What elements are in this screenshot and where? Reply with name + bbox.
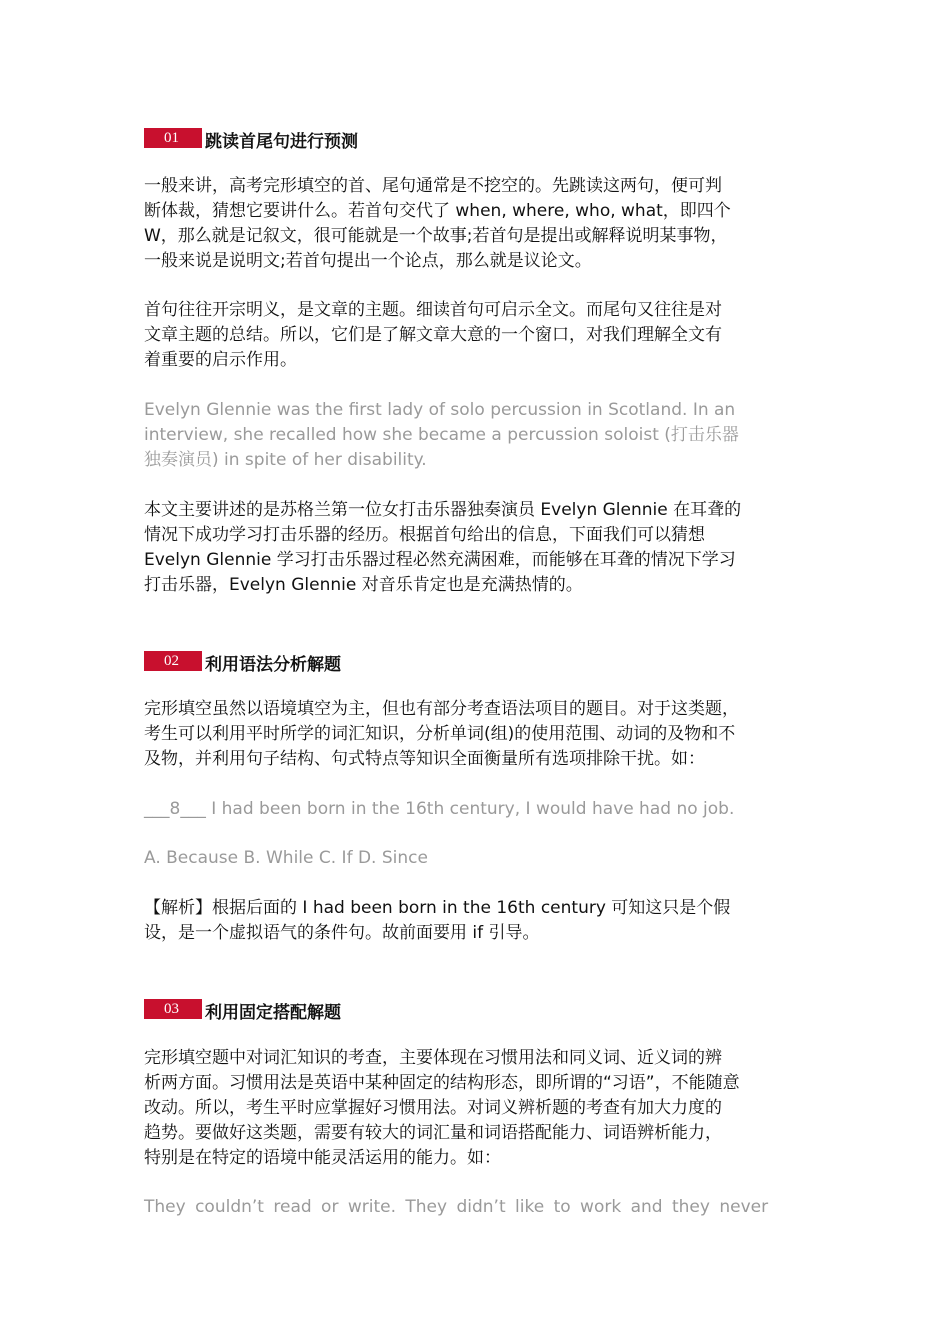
text-line: 首句往往开宗明义，是文章的主题。细读首句可启示全文。而尾句又往往是对 [144, 300, 722, 320]
text-line: 完形填空虽然以语境填空为主，但也有部分考查语法项目的题目。对于这类题， [144, 699, 739, 719]
text-line: A. Because B. While C. If D. Since [144, 848, 428, 868]
section-number: 03 [164, 1001, 179, 1017]
text-line: 特别是在特定的语境中能灵活运用的能力。如： [144, 1148, 501, 1168]
text-line: Evelyn Glennie was the first lady of solo percussion in Scotland. In an [144, 400, 736, 420]
example-question [144, 797, 808, 822]
text-line: 打击乐器，Evelyn Glennie 对音乐肯定也是充满热情的。 [144, 575, 583, 595]
section-heading-01 [144, 126, 808, 150]
text-line: They couldn’t read or write. They didn’t like to work and they never [144, 1197, 769, 1217]
section-number: 02 [164, 653, 179, 669]
analysis-paragraph [144, 896, 808, 946]
paragraph [144, 298, 808, 373]
text-line: 文章主题的总结。所以，它们是了解文章大意的一个窗口，对我们理解全文有 [144, 325, 722, 345]
text-line: 改动。所以，考生平时应掌握好习惯用法。对词义辨析题的考查有加大力度的 [144, 1098, 722, 1118]
example-paragraph [144, 398, 808, 473]
text-line: 析两方面。习惯用法是英语中某种固定的结构形态，即所谓的“习语”，不能随意 [144, 1073, 740, 1093]
section-number-badge [144, 128, 202, 148]
paragraph [144, 1046, 808, 1171]
example-paragraph [144, 1195, 808, 1220]
section-heading-03 [144, 997, 808, 1021]
text-line: 独奏演员) in spite of her disability. [144, 450, 427, 470]
text-line: 考生可以利用平时所学的词汇知识，分析单词(组)的使用范围、动词的及物和不 [144, 724, 736, 744]
example-options [144, 846, 808, 871]
text-line: 一般来讲，高考完形填空的首、尾句通常是不挖空的。先跳读这两句，便可判 [144, 176, 722, 196]
section-title: 利用语法分析解题 [205, 655, 341, 675]
text-line: W，那么就是记叙文，很可能就是一个故事;若首句是提出或解释说明某事物， [144, 226, 728, 246]
section-heading-02 [144, 649, 808, 673]
text-line: 着重要的启示作用。 [144, 350, 297, 370]
text-line: 趋势。要做好这类题，需要有较大的词汇量和词语搭配能力、词语辨析能力， [144, 1123, 722, 1143]
text-line: interview, she recalled how she became a percussion soloist (打击乐器 [144, 425, 739, 445]
text-line: 完形填空题中对词汇知识的考查，主要体现在习惯用法和同义词、近义词的辨 [144, 1048, 722, 1068]
text-line: ___8___ I had been born in the 16th century, I would have had no job. [144, 799, 735, 819]
section-number: 01 [164, 130, 179, 146]
section-number-badge [144, 999, 202, 1019]
section-number-badge [144, 651, 202, 671]
text-line: 一般来说是说明文;若首句提出一个论点，那么就是议论文。 [144, 251, 592, 271]
text-line: 情况下成功学习打击乐器的经历。根据首句给出的信息，下面我们可以猜想 [144, 525, 705, 545]
paragraph [144, 697, 808, 772]
text-line: 断体裁，猜想它要讲什么。若首句交代了 when, where, who, what，即四个 [144, 201, 731, 221]
text-line: Evelyn Glennie 学习打击乐器过程必然充满困难，而能够在耳聋的情况下学习 [144, 550, 736, 570]
paragraph [144, 174, 808, 274]
paragraph [144, 498, 808, 598]
text-line: 及物，并利用句子结构、句式特点等知识全面衡量所有选项排除干扰。如： [144, 749, 705, 769]
text-line: 【解析】根据后面的 I had been born in the 16th century 可知这只是个假 [144, 898, 731, 918]
text-line: 本文主要讲述的是苏格兰第一位女打击乐器独奏演员 Evelyn Glennie 在耳聋的 [144, 500, 742, 520]
section-title: 利用固定搭配解题 [205, 1003, 341, 1023]
text-line: 设，是一个虚拟语气的条件句。故前面要用 if 引导。 [144, 923, 540, 943]
section-title: 跳读首尾句进行预测 [205, 132, 358, 152]
